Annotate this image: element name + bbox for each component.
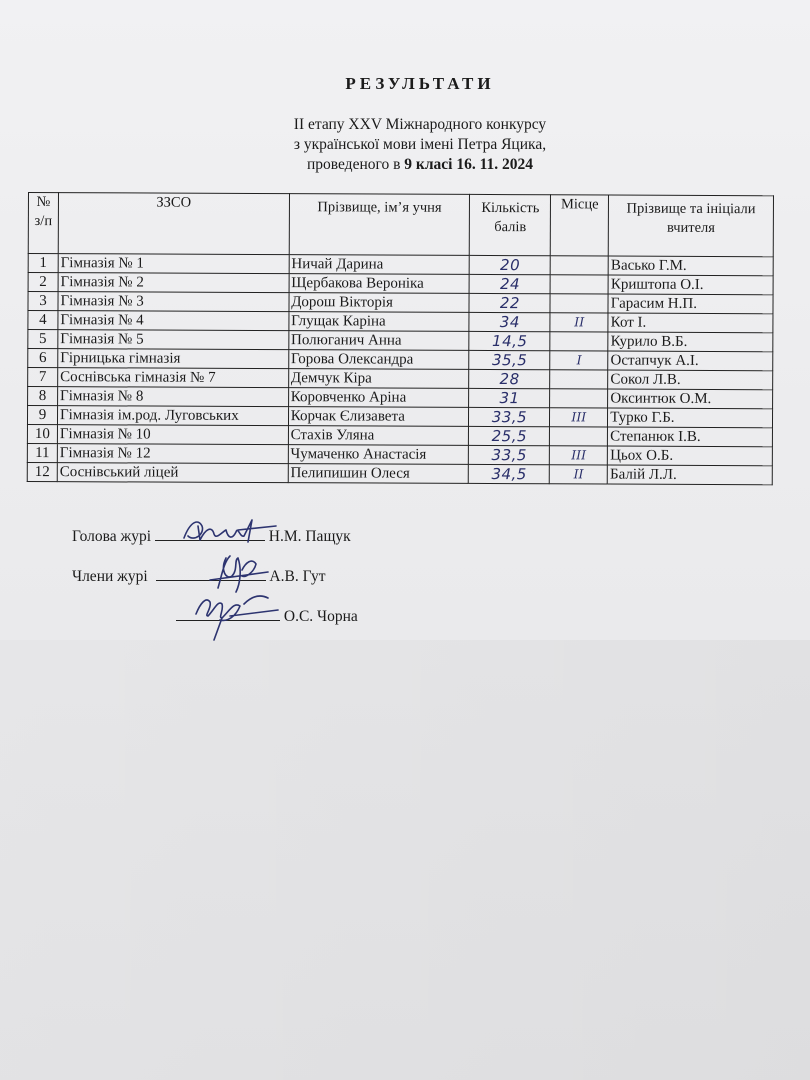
row-num: 6 bbox=[28, 349, 58, 368]
row-student: Демчук Кіра bbox=[288, 369, 469, 389]
row-place bbox=[550, 427, 608, 446]
row-place: II bbox=[550, 313, 608, 332]
table-header-row bbox=[28, 193, 773, 257]
row-teacher: Васько Г.М. bbox=[608, 256, 773, 276]
table-row bbox=[28, 292, 773, 314]
paper-fold-shadow bbox=[0, 640, 810, 1080]
row-student: Глущак Каріна bbox=[289, 312, 470, 332]
row-teacher: Гарасим Н.П. bbox=[608, 294, 773, 314]
row-place: I bbox=[550, 351, 608, 370]
row-student: Корчак Єлизавета bbox=[288, 407, 469, 427]
jury-members-label: Члени журі bbox=[72, 568, 148, 585]
jury-member-2-name: О.С. Чорна bbox=[283, 608, 358, 625]
row-student: Ничай Дарина bbox=[289, 255, 470, 275]
table-row bbox=[28, 368, 773, 390]
row-num: 1 bbox=[28, 254, 58, 273]
row-place bbox=[550, 389, 608, 408]
table-row bbox=[28, 254, 773, 276]
row-student: Пелипишин Олеся bbox=[288, 464, 469, 484]
row-teacher: Турко Г.Б. bbox=[608, 408, 773, 428]
row-score: 33,5 bbox=[469, 445, 550, 464]
document-title: РЕЗУЛЬТАТИ bbox=[345, 74, 495, 93]
header-student: Прізвище, ім’я учня bbox=[289, 194, 470, 256]
jury-chair-label: Голова журі bbox=[72, 528, 152, 545]
row-num: 7 bbox=[28, 368, 58, 387]
header-teacher: Прізвище та ініціали вчителя bbox=[608, 195, 773, 257]
row-num: 9 bbox=[27, 406, 57, 425]
row-place: III bbox=[550, 446, 608, 465]
row-school: Гімназія № 12 bbox=[57, 444, 288, 464]
row-school: Гімназія № 1 bbox=[58, 254, 289, 274]
table-row bbox=[28, 387, 773, 409]
table-row bbox=[27, 443, 772, 465]
row-score: 20 bbox=[470, 255, 551, 274]
jury-chair-signature bbox=[178, 512, 288, 552]
row-num: 4 bbox=[28, 311, 58, 330]
row-score: 31 bbox=[469, 388, 550, 407]
row-score: 14,5 bbox=[469, 331, 550, 350]
jury-chair-name: Н.М. Пащук bbox=[268, 528, 351, 545]
header-num: № з/п bbox=[28, 193, 58, 254]
row-num: 10 bbox=[27, 424, 57, 443]
row-student: Чумаченко Анастасія bbox=[288, 445, 469, 465]
row-school: Гімназія ім.род. Луговських bbox=[57, 406, 288, 426]
subtitle-line-3-prefix: проведеного в bbox=[306, 156, 401, 173]
row-student: Дорош Вікторія bbox=[289, 293, 470, 313]
header-score: Кількість балів bbox=[470, 194, 551, 255]
row-school: Гімназія № 8 bbox=[58, 387, 289, 407]
row-student: Горова Олександра bbox=[288, 350, 469, 370]
row-teacher: Криштопа О.І. bbox=[608, 275, 773, 295]
table-row bbox=[27, 424, 772, 446]
subtitle-line-1: II етапу XXV Міжнародного конкурсу bbox=[293, 116, 547, 133]
row-num: 3 bbox=[28, 292, 58, 311]
row-place bbox=[550, 332, 608, 351]
row-score: 33,5 bbox=[469, 407, 550, 426]
jury-member-2-signature bbox=[190, 586, 286, 644]
table-row bbox=[28, 311, 773, 333]
subtitle-line-3 bbox=[0, 155, 810, 175]
header-school: ЗЗСО bbox=[58, 193, 289, 255]
row-teacher: Балій Л.Л. bbox=[607, 465, 772, 485]
row-student: Стахів Уляна bbox=[288, 426, 469, 446]
row-school: Гімназія № 2 bbox=[58, 273, 289, 293]
jury-member-1-name: А.В. Гут bbox=[269, 568, 326, 585]
row-num: 8 bbox=[28, 387, 58, 406]
row-teacher: Курило В.Б. bbox=[608, 332, 773, 352]
table-row bbox=[28, 273, 773, 295]
row-num: 5 bbox=[28, 330, 58, 349]
row-place bbox=[550, 275, 608, 294]
row-school: Гімназія № 4 bbox=[58, 311, 289, 331]
row-school: Гімназія № 3 bbox=[58, 292, 289, 312]
row-num: 11 bbox=[27, 443, 57, 462]
row-school: Гімназія № 5 bbox=[58, 330, 289, 350]
row-school: Соснівський ліцей bbox=[57, 463, 288, 483]
row-school: Соснівська гімназія № 7 bbox=[58, 368, 289, 388]
row-score: 35,5 bbox=[469, 350, 550, 369]
row-teacher: Кот І. bbox=[608, 313, 773, 333]
row-score: 24 bbox=[470, 274, 551, 293]
row-teacher: Цьох О.Б. bbox=[608, 446, 773, 466]
subtitle-grade-date: 9 класі 16. 11. 2024 bbox=[404, 156, 534, 173]
subtitle-line-2: з української мови імені Петра Яцика, bbox=[293, 136, 547, 153]
row-student: Полюганич Анна bbox=[289, 331, 470, 351]
results-table-body bbox=[27, 254, 773, 485]
row-score: 28 bbox=[469, 369, 550, 388]
row-num: 2 bbox=[28, 273, 58, 292]
row-place bbox=[551, 256, 609, 275]
row-score: 34,5 bbox=[469, 464, 550, 483]
row-place: III bbox=[550, 408, 608, 427]
header-place: Місце bbox=[551, 195, 609, 256]
row-teacher: Оксинтюк О.М. bbox=[608, 389, 773, 409]
table-row bbox=[28, 330, 773, 352]
row-num: 12 bbox=[27, 462, 57, 481]
row-place: II bbox=[550, 465, 608, 484]
row-score: 25,5 bbox=[469, 426, 550, 445]
row-teacher: Степанюк І.В. bbox=[608, 427, 773, 447]
row-score: 34 bbox=[469, 312, 550, 331]
results-table bbox=[27, 192, 774, 485]
table-row bbox=[28, 349, 773, 371]
table-row bbox=[27, 462, 772, 484]
row-student: Щербакова Вероніка bbox=[289, 274, 470, 294]
row-student: Коровченко Аріна bbox=[288, 388, 469, 408]
row-school: Гімназія № 10 bbox=[57, 425, 288, 445]
row-teacher: Остапчук А.І. bbox=[608, 351, 773, 371]
row-place bbox=[550, 294, 608, 313]
row-place bbox=[550, 370, 608, 389]
row-teacher: Сокол Л.В. bbox=[608, 370, 773, 390]
row-score: 22 bbox=[469, 293, 550, 312]
row-school: Гірницька гімназія bbox=[58, 349, 289, 369]
table-row bbox=[27, 406, 772, 428]
